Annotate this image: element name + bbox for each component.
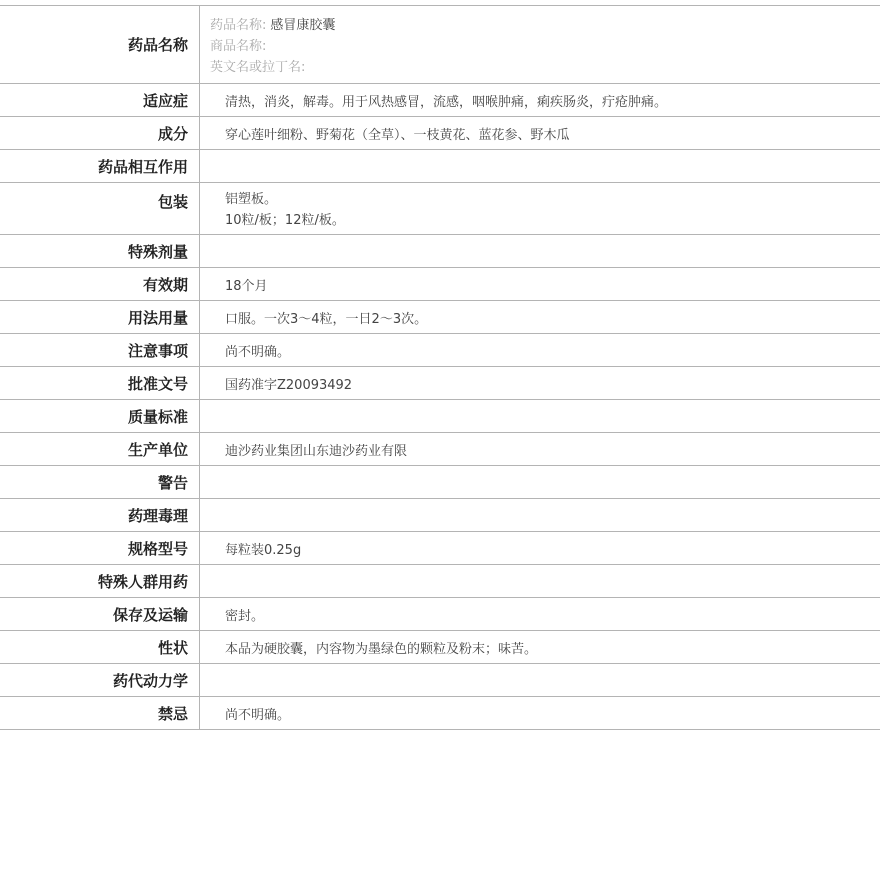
row-value: 密封。	[225, 608, 265, 624]
row-label: 性状	[0, 631, 200, 663]
table-row	[0, 334, 880, 367]
table-row	[0, 565, 880, 598]
row-label: 用法用量	[0, 301, 200, 333]
table-row	[0, 268, 880, 301]
row-value: 尚不明确。	[225, 707, 291, 723]
table-row-packaging	[0, 183, 880, 235]
row-label: 质量标准	[0, 400, 200, 432]
table-row	[0, 532, 880, 565]
row-value	[200, 400, 880, 432]
table-row	[0, 84, 880, 117]
trade-name-key: 商品名称:	[210, 39, 267, 54]
table-row	[0, 664, 880, 697]
row-value	[200, 6, 880, 83]
row-label: 药品名称	[0, 6, 200, 83]
row-label: 保存及运输	[0, 598, 200, 630]
drug-name-line	[210, 15, 335, 36]
table-row	[0, 367, 880, 400]
row-value: 迪沙药业集团山东迪沙药业有限	[225, 443, 408, 459]
table-row	[0, 433, 880, 466]
table-row	[0, 499, 880, 532]
row-value	[200, 235, 880, 267]
row-value: 口服。一次3～4粒，一日2～3次。	[225, 311, 428, 327]
row-label: 警告	[0, 466, 200, 498]
table-row	[0, 117, 880, 150]
row-value	[200, 499, 880, 531]
row-value: 清热，消炎，解毒。用于风热感冒，流感，咽喉肿痛，痢疾肠炎，疔疮肿痛。	[225, 94, 668, 110]
row-label: 药代动力学	[0, 664, 200, 696]
row-label: 特殊剂量	[0, 235, 200, 267]
table-row	[0, 697, 880, 730]
row-label: 成分	[0, 117, 200, 149]
row-label: 适应症	[0, 84, 200, 116]
row-label: 规格型号	[0, 532, 200, 564]
row-value: 国药准字Z20093492	[225, 377, 353, 393]
packaging-line: 铝塑板。	[225, 192, 278, 207]
row-label: 有效期	[0, 268, 200, 300]
table-row	[0, 400, 880, 433]
table-row	[0, 235, 880, 268]
drug-name-value: 感冒康胶囊	[270, 18, 336, 33]
row-label: 注意事项	[0, 334, 200, 366]
row-value: 尚不明确。	[225, 344, 291, 360]
row-value: 本品为硬胶囊，内容物为墨绿色的颗粒及粉末；味苦。	[225, 641, 538, 657]
english-name-line	[210, 57, 309, 78]
table-row	[0, 150, 880, 183]
drug-info-table	[0, 5, 880, 730]
row-value	[200, 150, 880, 182]
packaging-line: 10粒/板；12粒/板。	[225, 213, 345, 228]
row-value: 18个月	[225, 278, 268, 294]
row-label: 禁忌	[0, 697, 200, 729]
row-value	[200, 565, 880, 597]
row-label: 药品相互作用	[0, 150, 200, 182]
row-label: 批准文号	[0, 367, 200, 399]
table-row	[0, 598, 880, 631]
row-value: 穿心莲叶细粉、野菊花（全草）、一枝黄花、蓝花参、野木瓜	[225, 127, 570, 143]
row-label: 包装	[0, 183, 200, 234]
table-row	[0, 466, 880, 499]
row-value: 每粒装0.25g	[225, 542, 302, 558]
row-value	[200, 466, 880, 498]
row-label: 药理毒理	[0, 499, 200, 531]
table-row-drug-name	[0, 6, 880, 84]
row-value	[200, 664, 880, 696]
trade-name-line	[210, 36, 270, 57]
table-row	[0, 301, 880, 334]
table-row	[0, 631, 880, 664]
row-label: 生产单位	[0, 433, 200, 465]
english-name-key: 英文名或拉丁名:	[210, 60, 306, 75]
drug-name-key: 药品名称:	[210, 18, 267, 33]
row-label: 特殊人群用药	[0, 565, 200, 597]
row-value	[200, 183, 880, 234]
